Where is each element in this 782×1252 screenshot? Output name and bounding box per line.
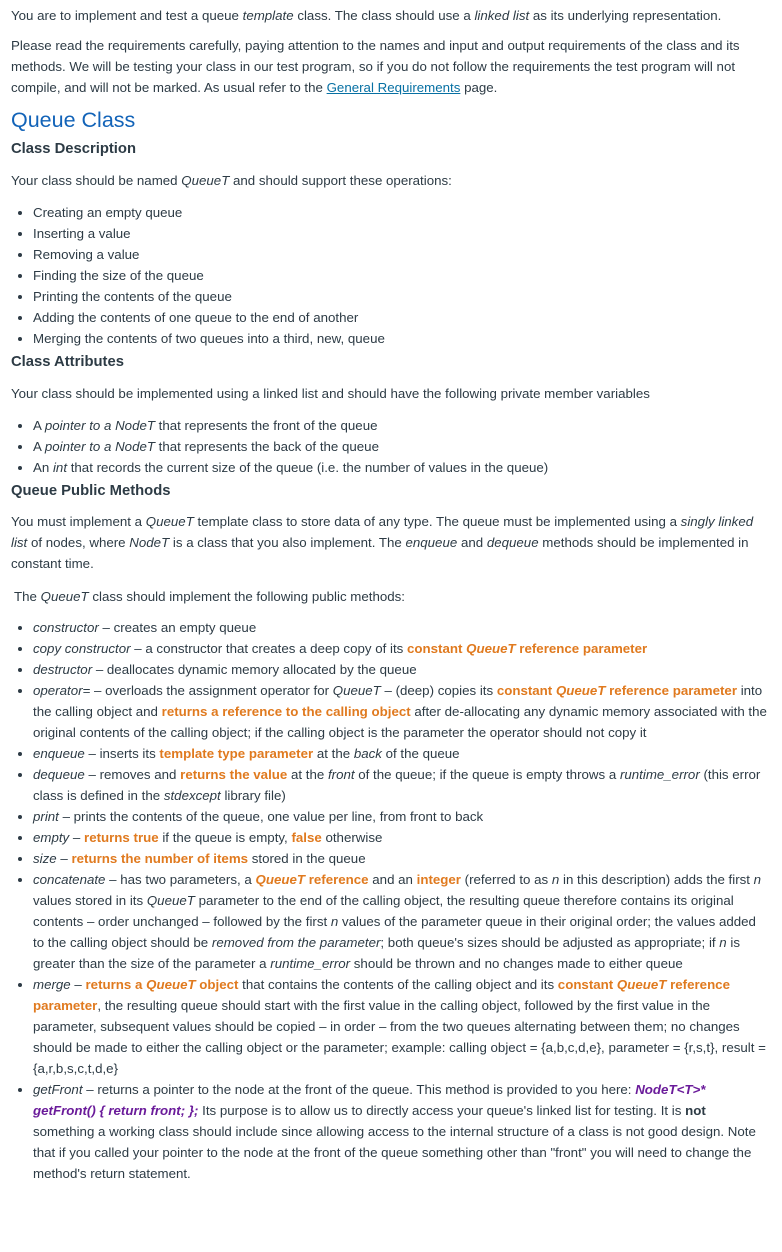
class-description-text	[11, 170, 768, 191]
text: class should implement the following public methods:	[88, 589, 405, 604]
method-copy-constructor	[33, 638, 768, 659]
text: ; both queue's sizes should be adjusted as appropriate; if	[380, 935, 720, 950]
text: stdexcept	[163, 788, 221, 803]
highlight: QueueT	[555, 683, 606, 698]
text: stored in the queue	[248, 851, 366, 866]
public-methods-heading: Queue Public Methods	[11, 483, 171, 499]
highlight: false	[291, 830, 322, 845]
text: otherwise	[321, 830, 383, 845]
text: –	[56, 851, 72, 866]
text: int	[52, 460, 68, 475]
method-size	[33, 848, 768, 869]
text: of nodes, where	[27, 535, 130, 550]
text: front	[327, 767, 355, 782]
list-item	[33, 436, 768, 457]
method-name: getFront	[33, 1082, 83, 1097]
text: (referred to as	[460, 872, 552, 887]
code-snippet: NodeT<T>* getFront() { return front; };	[33, 1082, 706, 1118]
public-methods-description	[11, 511, 768, 574]
text: – returns a pointer to the node at the front of the queue. This method is provided to you here:	[82, 1082, 636, 1097]
text: – has two parameters, a	[105, 872, 256, 887]
text: and	[457, 535, 487, 550]
text: is a class that you also implement. The	[169, 535, 406, 550]
class-attributes-text: Your class should be implemented using a linked list and should have the following private member variables	[11, 386, 650, 401]
method-dequeue	[33, 764, 768, 806]
highlight: integer	[416, 872, 461, 887]
class-attributes-heading: Class Attributes	[11, 354, 124, 370]
intro-paragraph-2	[11, 35, 768, 98]
highlight: reference	[305, 872, 369, 887]
text: that represents the front of the queue	[154, 418, 378, 433]
list-item	[33, 457, 768, 478]
highlight: QueueT	[466, 641, 516, 656]
highlight: reference parameter	[515, 641, 648, 656]
method-name: concatenate	[33, 872, 106, 887]
list-item: • Creating an empty queue	[33, 202, 768, 223]
text: back	[353, 746, 382, 761]
method-name: copy constructor	[33, 641, 131, 656]
highlight: returns a reference to the calling object	[161, 704, 411, 719]
list-item	[33, 415, 768, 436]
text: pointer to a NodeT	[44, 439, 155, 454]
text: You are to implement and test a queue	[11, 8, 243, 23]
method-operator-assign	[33, 680, 768, 743]
attributes-list	[11, 415, 768, 478]
text: –	[69, 830, 85, 845]
text: at the	[313, 746, 354, 761]
text: runtime_error	[619, 767, 700, 782]
method-name: merge	[33, 977, 71, 992]
method-merge	[33, 974, 768, 1079]
text: n	[719, 935, 727, 950]
text: singly linked list	[11, 514, 754, 550]
text: that records the current size of the queue (i.e. the number of values in the queue)	[67, 460, 549, 475]
text: page.	[460, 80, 498, 95]
list-item: • Inserting a value	[33, 223, 768, 244]
text: You must implement a	[11, 514, 146, 529]
method-print	[33, 806, 768, 827]
list-item: • Finding the size of the queue	[33, 265, 768, 286]
highlight: constant	[496, 683, 556, 698]
text: is greater than the size of the parameter a	[33, 935, 741, 971]
highlight: reference parameter	[605, 683, 738, 698]
list-item: • Printing the contents of the queue	[33, 286, 768, 307]
method-name: enqueue	[33, 746, 85, 761]
text: – overloads the assignment operator for	[90, 683, 333, 698]
text: – (deep) copies its	[380, 683, 497, 698]
text: as its underlying representation.	[529, 8, 722, 23]
method-name: print	[33, 809, 59, 824]
text: that represents the back of the queue	[154, 439, 379, 454]
method-name: size	[33, 851, 57, 866]
text: values stored in its	[33, 893, 147, 908]
text: library file)	[220, 788, 286, 803]
text: dequeue	[486, 535, 539, 550]
text: QueueT	[145, 514, 194, 529]
method-name: empty	[33, 830, 70, 845]
highlight: constant	[407, 641, 467, 656]
method-name: constructor	[33, 620, 99, 635]
text: into the calling object and	[33, 683, 763, 719]
highlight: QueueT	[255, 872, 305, 887]
text: parameter to the end of the calling object, the resulting queue therefore contains its original contents – order unchanged – followed by the first	[33, 893, 734, 929]
methods-list	[11, 617, 768, 1184]
text: at the	[287, 767, 328, 782]
text: and should support these operations:	[229, 173, 452, 188]
text-queuet: QueueT	[181, 173, 230, 188]
text: should be thrown and no changes made to either queue	[350, 956, 683, 971]
text: A	[33, 439, 45, 454]
highlight: returns a	[85, 977, 147, 992]
text: The	[14, 589, 41, 604]
methods-intro	[14, 586, 768, 607]
text: template class to store data of any type. The queue must be implemented using a	[193, 514, 681, 529]
intro-paragraph-1	[11, 5, 768, 26]
text: methods should be implemented in constant time.	[11, 535, 749, 571]
list-item: • Removing a value	[33, 244, 768, 265]
highlight: QueueT	[616, 977, 667, 992]
text: n	[753, 872, 762, 887]
highlight: returns the number of items	[71, 851, 249, 866]
method-name: operator=	[33, 683, 91, 698]
text: – a constructor that creates a deep copy of its	[130, 641, 407, 656]
text: after de-allocating any dynamic memory associated with the original contents of the calling object; if the calling object is the parameter the operator should not copy it	[33, 704, 767, 740]
text: n	[551, 872, 560, 887]
highlight: returns true	[84, 830, 159, 845]
text: enqueue	[405, 535, 458, 550]
method-destructor	[33, 659, 768, 680]
queue-class-heading: Queue Class	[11, 108, 136, 132]
text: that contains the contents of the calling object and its	[238, 977, 558, 992]
text: something a working class should include since allowing access to the internal structure of a class is not good design. Note that if you called your pointer to the node at the front of the queue something other than "front" you will need to change the method's return statement.	[33, 1124, 756, 1181]
text: of the queue	[381, 746, 460, 761]
text-template: template	[242, 8, 294, 23]
text: – creates an empty queue	[98, 620, 257, 635]
text: – deallocates dynamic memory allocated by the queue	[92, 662, 417, 677]
class-description-heading: Class Description	[11, 141, 136, 157]
text: NodeT	[129, 535, 170, 550]
text: runtime_error	[270, 956, 351, 971]
text: in this description) adds the first	[559, 872, 754, 887]
text-linked-list: linked list	[474, 8, 530, 23]
highlight: template type parameter	[159, 746, 314, 761]
method-constructor	[33, 617, 768, 638]
operations-list	[11, 202, 768, 349]
text: – prints the contents of the queue, one value per line, from front to back	[58, 809, 484, 824]
list-item: • Merging the contents of two queues into a third, new, queue	[33, 328, 768, 349]
highlight: QueueT	[146, 977, 196, 992]
general-requirements-link[interactable]: General Requirements	[326, 80, 461, 95]
text: QueueT	[146, 893, 195, 908]
text: n	[330, 914, 339, 929]
text: pointer to a NodeT	[44, 418, 155, 433]
text: Your class should be named	[11, 173, 182, 188]
text: – inserts its	[84, 746, 160, 761]
text: Please read the requirements carefully, paying attention to the names and input and output requirements of the class and its methods. We will be testing your class in our test program, so if you do not follow the requirements the test program will not compile, and will not be marked. As usual refer to the	[11, 38, 740, 95]
text: values of the parameter queue in their original order; the values added to the calling object should be	[33, 914, 756, 950]
text: if the queue is empty,	[158, 830, 292, 845]
method-empty	[33, 827, 768, 848]
text-not: not	[685, 1103, 706, 1118]
text: A	[33, 418, 45, 433]
text: Its purpose is to allow us to directly access your queue's linked list for testing. It is	[198, 1103, 686, 1118]
text: of the queue; if the queue is empty throws a	[354, 767, 620, 782]
highlight: object	[195, 977, 239, 992]
method-name: destructor	[33, 662, 93, 677]
highlight: returns the value	[180, 767, 288, 782]
highlight: constant	[557, 977, 617, 992]
method-name: dequeue	[33, 767, 85, 782]
text: QueueT	[40, 589, 89, 604]
text: (this error class is defined in the	[33, 767, 761, 803]
text: class. The class should use a	[293, 8, 475, 23]
highlight: reference parameter	[33, 977, 730, 1013]
text: removed from the parameter	[211, 935, 381, 950]
method-getfront	[33, 1079, 768, 1184]
text: QueueT	[332, 683, 381, 698]
list-item: • Adding the contents of one queue to the end of another	[33, 307, 768, 328]
text: An	[33, 460, 53, 475]
text: , the resulting queue should start with the first value in the calling object, followed by the first value in the parameter, subsequent values should be copied – in order – from the two queues alternating between them; no changes should be made to either the calling object or the parameter; example: calling object = {a,b,c,d,e}, parameter = {r,s,t}, result = {a,r,b,s,c,t,d,e}	[33, 998, 766, 1076]
text: –	[70, 977, 86, 992]
method-enqueue	[33, 743, 768, 764]
method-concatenate	[33, 869, 768, 974]
text: – removes and	[84, 767, 181, 782]
text: and an	[368, 872, 417, 887]
